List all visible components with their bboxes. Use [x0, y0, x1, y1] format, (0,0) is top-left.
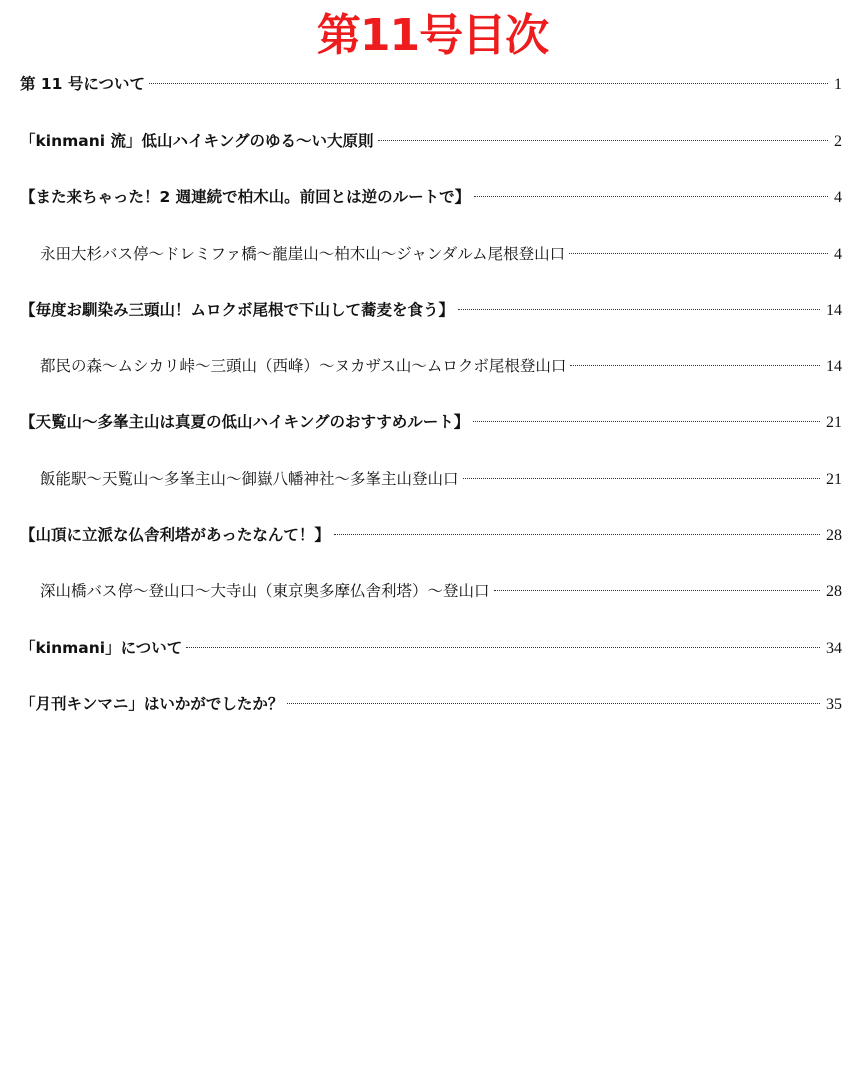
toc-subentry[interactable]: [40, 239, 842, 269]
toc-entry-text: 第 11 号について: [20, 75, 146, 93]
toc-entry-text: 永田大杉バス停～ドレミファ橋～龍崖山～柏木山～ジャンダルム尾根登山口: [40, 245, 566, 263]
toc-subentry[interactable]: [40, 576, 842, 606]
toc-entry-text: 【毎度お馴染み三頭山！ムロクボ尾根で下山して蕎麦を食う】: [20, 301, 455, 319]
toc-title: 第11号目次: [316, 10, 549, 61]
toc-entry[interactable]: [20, 407, 842, 437]
toc-entry-text: 飯能駅～天覧山～多峯主山～御嶽八幡神社～多峯主山登山口: [40, 470, 459, 488]
dot-leader: [334, 534, 820, 535]
dot-leader: [458, 309, 820, 310]
toc-entry[interactable]: [20, 182, 842, 212]
toc-entry-text: 深山橋バス停～登山口～大寺山（東京奥多摩仏舎利塔）～登山口: [40, 582, 490, 600]
toc-entry[interactable]: [20, 689, 842, 719]
toc-entry-text: 「月刊キンマニ」はいかがでしたか？: [20, 695, 284, 713]
dot-leader: [473, 421, 820, 422]
toc-subentry[interactable]: [40, 464, 842, 494]
toc-page-number: 34: [826, 640, 842, 657]
toc-page-number: 21: [826, 471, 842, 488]
toc-page-number: 4: [834, 189, 842, 206]
toc-page-number: 14: [826, 358, 842, 375]
toc-subentry[interactable]: [40, 351, 842, 381]
dot-leader: [378, 140, 828, 141]
toc-page-number: 14: [826, 302, 842, 319]
toc-page-number: 1: [834, 76, 842, 93]
dot-leader: [494, 590, 820, 591]
toc-entry-text: 「kinmani」について: [20, 639, 183, 657]
toc-page-number: 21: [826, 414, 842, 431]
dot-leader: [149, 83, 828, 84]
toc-entry-text: 【天覧山～多峯主山は真夏の低山ハイキングのおすすめルート】: [20, 413, 470, 431]
toc-page-number: 28: [826, 583, 842, 600]
toc-entry-text: 「kinmani 流」低山ハイキングのゆる～い大原則: [20, 132, 374, 150]
toc-entry[interactable]: [20, 69, 842, 99]
dot-leader: [570, 365, 820, 366]
toc-page-number: 35: [826, 696, 842, 713]
toc-entry[interactable]: [20, 520, 842, 550]
toc-entry-text: 【山頂に立派な仏舎利塔があったなんて！】: [20, 526, 330, 544]
toc-entry[interactable]: [20, 295, 842, 325]
dot-leader: [287, 703, 820, 704]
dot-leader: [186, 647, 820, 648]
dot-leader: [474, 196, 828, 197]
toc-page-number: 2: [834, 133, 842, 150]
dot-leader: [569, 253, 828, 254]
toc-entry[interactable]: [20, 126, 842, 156]
toc-page-number: 4: [834, 246, 842, 263]
toc-entry-text: 都民の森～ムシカリ峠～三頭山（西峰）～ヌカザス山～ムロクボ尾根登山口: [40, 357, 567, 375]
toc-entry-text: 【また来ちゃった！2 週連続で柏木山。前回とは逆のルートで】: [20, 188, 471, 206]
toc-page-number: 28: [826, 527, 842, 544]
dot-leader: [463, 478, 820, 479]
toc-entry[interactable]: [20, 633, 842, 663]
